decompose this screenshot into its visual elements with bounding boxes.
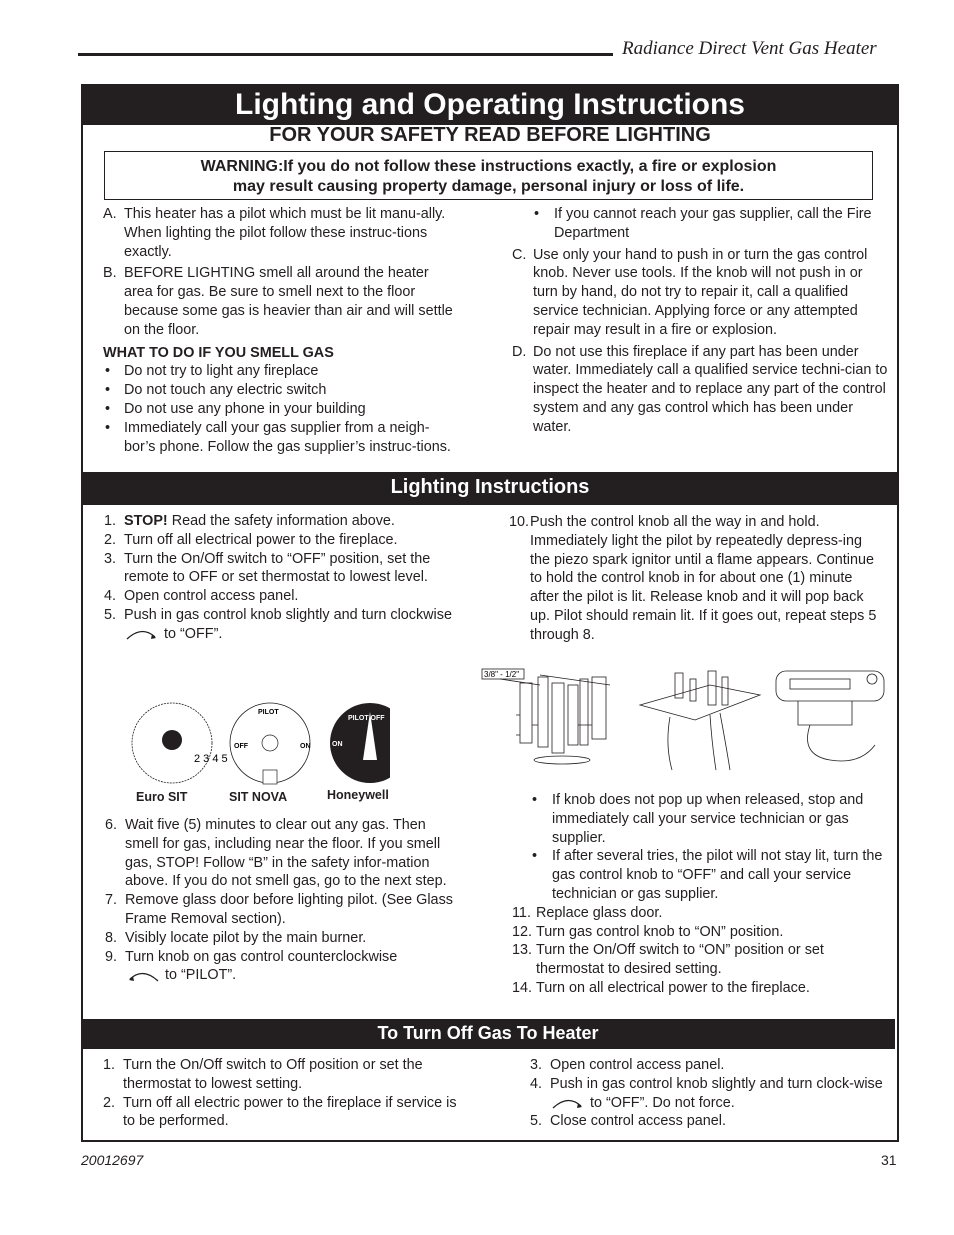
warning-line-1: WARNING:If you do not follow these instructions exactly, a fire or explosion [200, 158, 777, 175]
turn-off-step-3: 3. Open control access panel. [530, 1057, 725, 1073]
step-13: 13. Turn the On/Off switch to “ON” position or set thermostat to desired setting. [512, 942, 824, 978]
step-2: 2. Turn off all electrical power to the fireplace. [104, 531, 398, 548]
pilot-gap-label: 3/8" - 1/2" [484, 670, 520, 679]
sit-nova-label: SIT NOVA [229, 790, 288, 804]
turn-off-title: To Turn Off Gas To Heater [377, 1023, 599, 1043]
main-title-band [81, 84, 899, 125]
euro-sit-label: Euro SIT [136, 790, 188, 804]
pilot-assembly-drawing [776, 671, 884, 761]
safety-right-column [512, 205, 890, 437]
turn-off-step-2: 2. Turn off all electric power to the fireplace if service is to be performed. [103, 1094, 457, 1130]
svg-text:ON: ON [300, 743, 311, 750]
turn-off-step-1: 1. Turn the On/Off switch to Off position or set the thermostat to lowest setting. [103, 1057, 423, 1092]
safety-left-column [103, 205, 459, 456]
safety-item-a: A. This heater has a pilot which must be lit manu-ally. When lighting the pilot follow these instruc-tions exactly. [103, 206, 446, 260]
step-7: 7. Remove glass door before lighting pilot. (See Glass Frame Removal section). [105, 892, 453, 927]
pilot-assembly-diagrams [480, 665, 890, 775]
knob-diagrams [130, 700, 390, 790]
fire-department-note: • If you cannot reach your gas supplier, call the Fire Department [532, 205, 890, 243]
honeywell-knob [330, 703, 390, 783]
lighting-step-10 [509, 513, 884, 645]
clockwise-arrow-icon [550, 1096, 586, 1110]
header-rule [78, 53, 613, 56]
document-number: 20012697 [81, 1152, 144, 1168]
safety-subtitle: FOR YOUR SAFETY READ BEFORE LIGHTING [269, 124, 711, 146]
pilot-burner-drawing [482, 669, 610, 764]
honeywell-label: Honeywell [327, 788, 389, 802]
turn-off-step-5: 5. Close control access panel. [530, 1113, 726, 1130]
step-4: 4. Open control access panel. [104, 588, 299, 605]
step-14: 14. Turn on all electrical power to the fireplace. [512, 979, 810, 996]
pilot-bracket-drawing [640, 671, 760, 770]
euro-sit-knob [132, 703, 228, 783]
clockwise-arrow-icon [124, 627, 160, 641]
smell-item: • Do not touch any electric switch [103, 381, 459, 400]
lighting-steps-1-5 [104, 512, 454, 644]
svg-text:PILOT OFF: PILOT OFF [348, 715, 385, 722]
document-title: Radiance Direct Vent Gas Heater [622, 38, 877, 59]
step-12: 12. Turn gas control knob to “ON” position. [512, 923, 784, 940]
smell-item: • Do not try to light any fireplace [103, 362, 459, 381]
main-title: Lighting and Operating Instructions [235, 88, 745, 121]
smell-item: • Immediately call your gas supplier from a neigh-bor’s phone. Follow the gas supplier’s instruc-tions. [103, 419, 459, 457]
lighting-title: Lighting Instructions [390, 476, 590, 498]
note-pilot-wont-stay-lit: • If after several tries, the pilot will not stay lit, turn the gas control knob to “OFF” and call your service technician or gas supplier. [532, 848, 883, 902]
lighting-steps-6-9 [105, 816, 460, 985]
step-9: 9. Turn knob on gas control counterclockwise to “PILOT”. [105, 948, 398, 984]
step-1: 1. STOP! Read the safety information above. [104, 513, 395, 529]
step-5: 5. Push in gas control knob slightly and turn clockwise to “OFF”. [104, 606, 452, 642]
turn-off-step-4: 4. Push in gas control knob slightly and turn clock-wise to “OFF”. Do not force. [530, 1075, 883, 1111]
turn-off-steps-left [103, 1056, 463, 1131]
sit-nova-knob [230, 703, 311, 784]
safety-item-d: D. Do not use this fireplace if any part has been under water. Immediately call a qualified service techni-cian to inspect the heater and to replace any part of the control system and any gas control which has been under water. [512, 343, 888, 435]
safety-item-b: B. BEFORE LIGHTING smell all around the heater area for gas. Be sure to smell next to the floor because some gas is heavier than air and will settle on the floor. [103, 265, 453, 338]
smell-gas-heading: WHAT TO DO IF YOU SMELL GAS [103, 344, 334, 361]
svg-text:ON: ON [332, 741, 343, 748]
step-10: 10. Push the control knob all the way in and hold. Immediately light the pilot by repeatedly depress-ing the piezo spark ignitor until a flame appears. Continue to hold the control knob in for about one (1) minute after the pilot is lit. Release knob and it will pop back up. Pilot should remain lit. If it goes out, repeat steps 5 through 8. [509, 514, 877, 643]
control-knob-illustrations [130, 700, 390, 810]
lighting-title-band [81, 472, 899, 505]
note-no-pop-up: • If knob does not pop up when released, stop and immediately call your service technician or gas supplier. [532, 792, 864, 846]
step-8: 8. Visibly locate pilot by the main burner. [105, 929, 367, 946]
page-number: 31 [881, 1152, 897, 1168]
turn-off-steps-right [530, 1056, 885, 1131]
step-6: 6. Wait five (5) minutes to clear out any gas. Then smell for gas, including near the floor. If you smell gas, STOP! Follow “B” in the safety infor-mation above. If you do not smell gas, go to the next step. [105, 817, 447, 890]
counterclockwise-arrow-icon [125, 969, 161, 983]
pilot-assembly-illustrations [480, 665, 890, 775]
svg-text:2 3 4 5: 2 3 4 5 [194, 753, 228, 765]
svg-text:OFF: OFF [234, 743, 248, 750]
safety-item-c: C. Use only your hand to push in or turn the gas control knob. Never use tools. If the knob will not push in or turn by hand, do not try to repair it, call a qualified service technician. Applying force or any attempted repair may result in a fire or explosion. [512, 246, 868, 338]
step-11: 11. Replace glass door. [512, 904, 663, 921]
turn-off-title-band [81, 1019, 895, 1049]
warning-box [104, 151, 873, 200]
svg-text:PILOT: PILOT [258, 709, 279, 716]
smell-item: • Do not use any phone in your building [103, 400, 459, 419]
warning-line-2: may result causing property damage, personal injury or loss of life. [232, 178, 745, 195]
step-3: 3. Turn the On/Off switch to “OFF” position, set the remote to OFF or set thermostat to lowest level. [104, 550, 431, 586]
lighting-steps-11-14 [512, 791, 884, 998]
